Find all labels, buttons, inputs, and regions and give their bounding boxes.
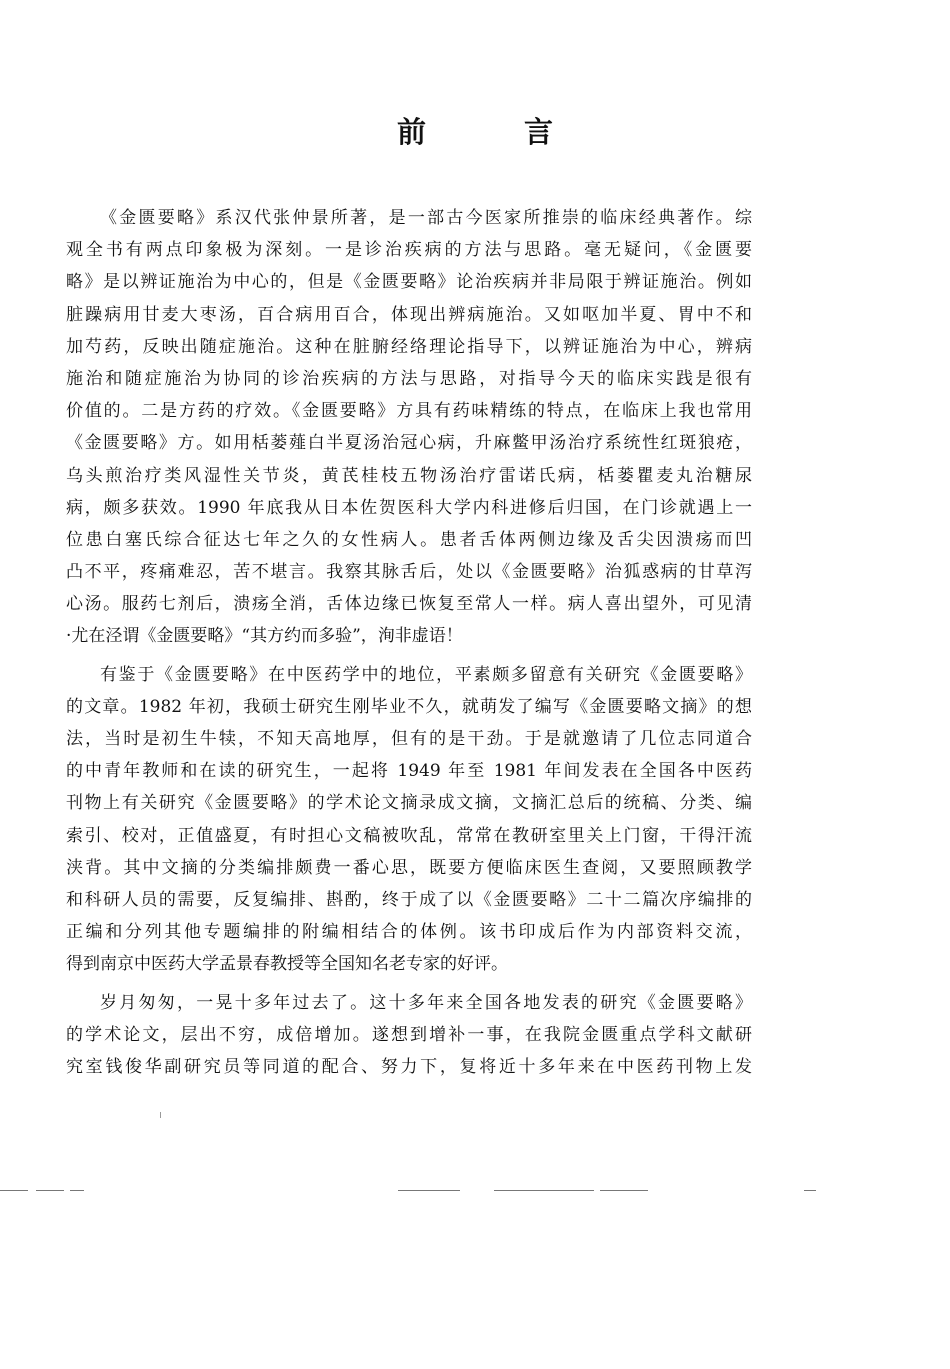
scan-line <box>36 1190 64 1191</box>
paragraph <box>66 987 752 1084</box>
scan-line <box>804 1190 816 1191</box>
text-line: 索引、校对，正值盛夏，有时担心文稿被吹乱，常常在教研室里关上门窗，干得汗流 <box>66 825 752 846</box>
text-line: 位患白塞氏综合征达七年之久的女性病人。患者舌体两侧边缘及舌尖因溃疡而凹 <box>66 529 752 550</box>
text-line: 施治和随症施治为协同的诊治疾病的方法与思路，对指导今天的临床实践是很有 <box>66 368 752 389</box>
text-line: 有鉴于《金匮要略》在中医药学中的地位，平素颇多留意有关研究《金匮要略》 <box>100 664 752 685</box>
scan-line <box>0 1190 28 1191</box>
scan-speck <box>160 1112 161 1118</box>
text-line: 的文章。1982 年初，我硕士研究生刚毕业不久，就萌发了编写《金匮要略文摘》的想 <box>66 696 752 717</box>
text-line: 病，颇多获效。1990 年底我从日本佐贺医科大学内科进修后归国，在门诊就遇上一 <box>66 497 752 518</box>
scan-line <box>494 1190 594 1191</box>
text-line: 《金匮要略》方。如用栝蒌薤白半夏汤治冠心病，升麻鳖甲汤治疗系统性红斑狼疮， <box>66 433 752 454</box>
text-line: 的中青年教师和在读的研究生，一起将 1949 年至 1981 年间发表在全国各中医药 <box>66 761 752 782</box>
paragraph <box>66 202 752 653</box>
text-line: 心汤。服药七剂后，溃疡全消，舌体边缘已恢复至常人一样。病人喜出望外，可见清 <box>66 594 752 615</box>
scan-line <box>600 1190 648 1191</box>
paragraph <box>66 659 752 981</box>
text-line: 法，当时是初生牛犊，不知天高地厚，但有的是干劲。于是就邀请了几位志同道合 <box>66 729 752 749</box>
text-line: 得到南京中医药大学孟景春教授等全国知名老专家的好评。 <box>66 954 508 975</box>
text-line: 《金匮要略》系汉代张仲景所著，是一部古今医家所推崇的临床经典著作。综 <box>100 208 752 228</box>
text-line: 刊物上有关研究《金匮要略》的学术论文摘录成文摘，文摘汇总后的统稿、分类、编 <box>66 793 752 814</box>
text-line: 观全书有两点印象极为深刻。一是诊治疾病的方法与思路。毫无疑问，《金匮要 <box>66 240 752 261</box>
text-line: 和科研人员的需要，反复编排、斟酌，终于成了以《金匮要略》二十二篇次序编排的 <box>66 889 752 910</box>
text-line: 脏躁病用甘麦大枣汤，百合病用百合，体现出辨病施治。又如呕加半夏、胃中不和 <box>66 304 752 325</box>
text-line: 凸不平，疼痛难忍，苦不堪言。我察其脉舌后，处以《金匮要略》治狐惑病的甘草泻 <box>66 562 752 583</box>
preface-body <box>66 202 752 1083</box>
text-line: 乌头煎治疗类风湿性关节炎，黄芪桂枝五物汤治疗雷诺氏病，栝蒌瞿麦丸治糖尿 <box>66 465 752 486</box>
text-line: ·尤在泾谓《金匮要略》“其方约而多验”，洵非虚语！ <box>66 626 463 647</box>
text-line: 价值的。二是方药的疗效。《金匮要略》方具有药味精练的特点，在临床上我也常用 <box>66 401 752 422</box>
text-line: 的学术论文，层出不穷，成倍增加。遂想到增补一事，在我院金匮重点学科文献研 <box>66 1024 752 1045</box>
text-line: 浃背。其中文摘的分类编排颇费一番心思，既要方便临床医生查阅，又要照顾教学 <box>66 857 752 878</box>
scan-line <box>70 1190 84 1191</box>
text-line: 岁月匆匆，一晃十多年过去了。这十多年来全国各地发表的研究《金匮要略》 <box>100 992 752 1013</box>
text-line: 究室钱俊华副研究员等同道的配合、努力下，复将近十多年来在中医药刊物上发 <box>66 1056 752 1077</box>
scan-line <box>398 1190 460 1191</box>
text-line: 略》是以辨证施治为中心的，但是《金匮要略》论治疾病并非局限于辨证施治。例如 <box>66 272 752 293</box>
text-line: 加芍药，反映出随症施治。这种在脏腑经络理论指导下，以辨证施治为中心，辨病 <box>66 336 752 357</box>
text-line: 正编和分列其他专题编排的附编相结合的体例。该书印成后作为内部资料交流， <box>66 922 752 943</box>
page-title: 前 言 <box>396 115 598 149</box>
